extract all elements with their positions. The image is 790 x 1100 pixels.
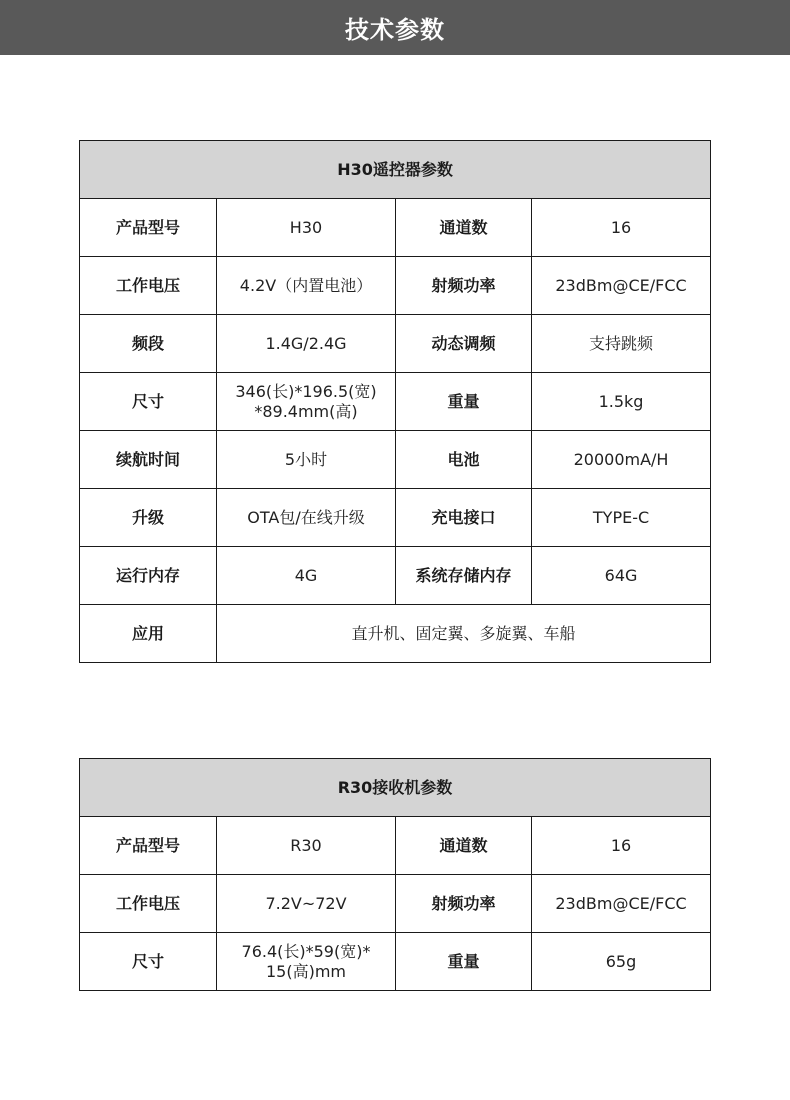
spec-value: OTA包/在线升级 <box>217 489 396 547</box>
spec-label: 通道数 <box>396 817 532 875</box>
spec-label: 重量 <box>396 933 532 991</box>
header-banner <box>0 0 790 55</box>
spec-label: 尺寸 <box>80 373 217 431</box>
spec-value: 直升机、固定翼、多旋翼、车船 <box>217 605 711 663</box>
spec-value: 1.5kg <box>532 373 711 431</box>
spec-label: 尺寸 <box>80 933 217 991</box>
spec-label: 工作电压 <box>80 257 217 315</box>
spec-value: H30 <box>217 199 396 257</box>
spec-value: TYPE-C <box>532 489 711 547</box>
table-row <box>80 817 711 875</box>
spec-label: 工作电压 <box>80 875 217 933</box>
spec-label: 电池 <box>396 431 532 489</box>
table-row <box>80 489 711 547</box>
spec-value: 1.4G/2.4G <box>217 315 396 373</box>
spec-value: 4.2V（内置电池） <box>217 257 396 315</box>
spec-label: 升级 <box>80 489 217 547</box>
spec-label: 射频功率 <box>396 257 532 315</box>
spec-value: 5小时 <box>217 431 396 489</box>
spec-value: 23dBm@CE/FCC <box>532 257 711 315</box>
spec-label: 射频功率 <box>396 875 532 933</box>
table-row <box>80 199 711 257</box>
spec-label: 产品型号 <box>80 817 217 875</box>
r30-spec-table <box>79 758 711 991</box>
h30-spec-table <box>79 140 711 663</box>
table-row <box>80 933 711 991</box>
spec-value: 76.4(长)*59(宽)* 15(高)mm <box>217 933 396 991</box>
table-row <box>80 315 711 373</box>
table-row <box>80 547 711 605</box>
table-row <box>80 431 711 489</box>
spec-value: R30 <box>217 817 396 875</box>
spec-value: 346(长)*196.5(宽) *89.4mm(高) <box>217 373 396 431</box>
spec-value: 23dBm@CE/FCC <box>532 875 711 933</box>
table-row <box>80 373 711 431</box>
table-row <box>80 257 711 315</box>
spec-label: 产品型号 <box>80 199 217 257</box>
spec-label: 应用 <box>80 605 217 663</box>
spec-value: 4G <box>217 547 396 605</box>
spec-value: 64G <box>532 547 711 605</box>
spec-label: 运行内存 <box>80 547 217 605</box>
spec-value: 20000mA/H <box>532 431 711 489</box>
spec-value: 7.2V~72V <box>217 875 396 933</box>
spec-label: 续航时间 <box>80 431 217 489</box>
spec-label: 动态调频 <box>396 315 532 373</box>
spec-label: 系统存储内存 <box>396 547 532 605</box>
spec-label: 重量 <box>396 373 532 431</box>
page-title: 技术参数 <box>345 16 445 44</box>
spec-value: 16 <box>532 817 711 875</box>
table-title: H30遥控器参数 <box>80 141 711 199</box>
spec-value: 16 <box>532 199 711 257</box>
spec-label: 充电接口 <box>396 489 532 547</box>
table-row <box>80 605 711 663</box>
table-title: R30接收机参数 <box>80 759 711 817</box>
spec-value: 支持跳频 <box>532 315 711 373</box>
spec-label: 通道数 <box>396 199 532 257</box>
spec-label: 频段 <box>80 315 217 373</box>
spec-value: 65g <box>532 933 711 991</box>
table-row <box>80 875 711 933</box>
